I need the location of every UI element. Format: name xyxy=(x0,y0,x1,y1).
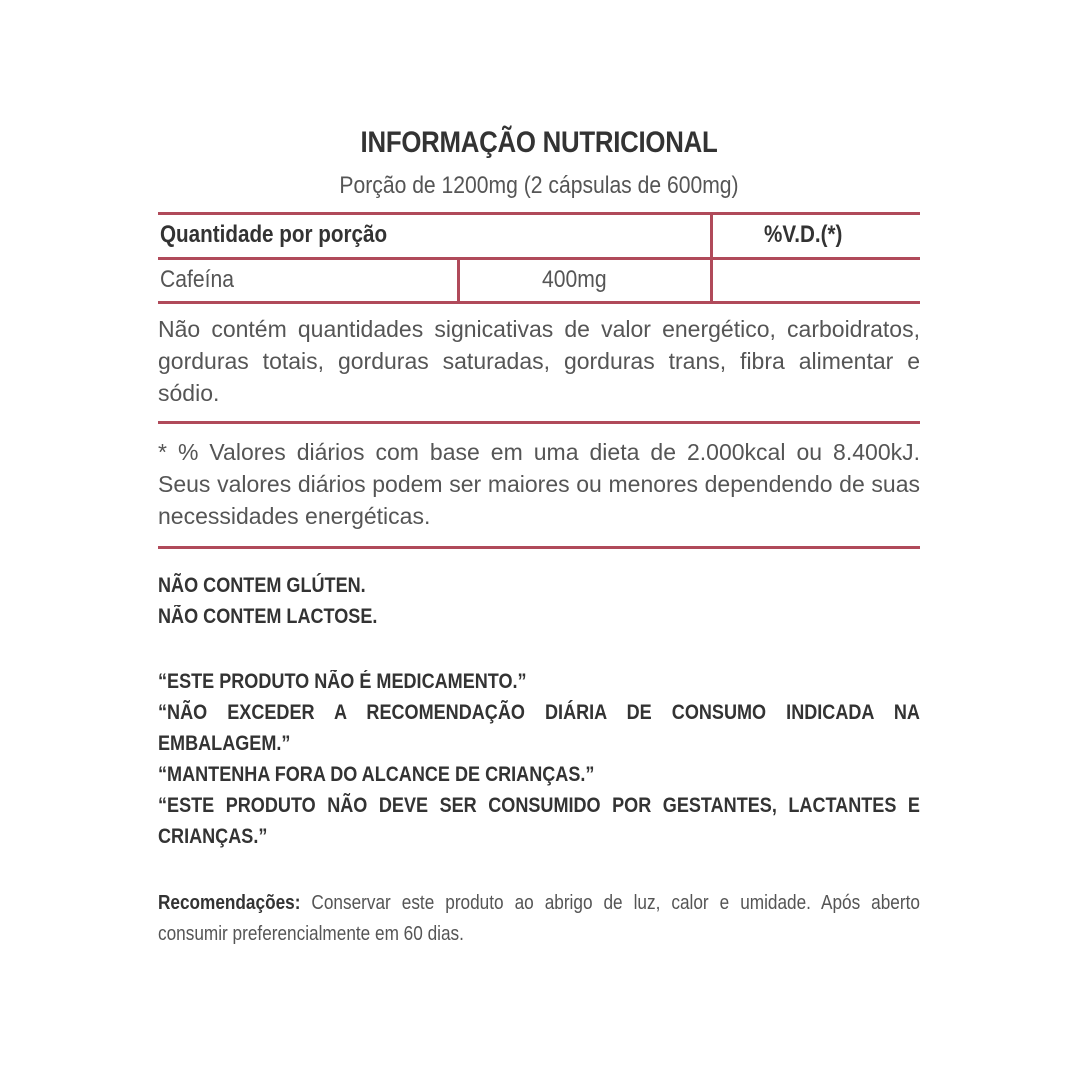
table-divider-amount xyxy=(457,257,460,304)
table-header-rule xyxy=(158,257,920,260)
table-divider-dv xyxy=(710,212,713,304)
warning-line: “MANTENHA FORA DO ALCANCE DE CRIANÇAS.” xyxy=(158,763,595,786)
nutrient-amount: 400mg xyxy=(542,266,607,293)
warning-line: “ESTE PRODUTO NÃO É MEDICAMENTO.” xyxy=(158,670,527,693)
recommendations-text: Conservar este produto ao abrigo de luz, calor e umidade. Após aberto consumir preferencialmente em 60 dias. xyxy=(158,892,920,945)
warnings-block xyxy=(158,666,920,852)
label-title: INFORMAÇÃO NUTRICIONAL xyxy=(360,126,718,159)
gluten-statement: NÃO CONTEM GLÚTEN. xyxy=(158,574,366,597)
footnote-bottom-rule xyxy=(158,546,920,549)
warning-line: “ESTE PRODUTO NÃO DEVE SER CONSUMIDO POR GESTANTES, LACTANTES E CRIANÇAS.” xyxy=(158,794,920,848)
warning-line: “NÃO EXCEDER A RECOMENDAÇÃO DIÁRIA DE CONSUMO INDICADA NA EMBALAGEM.” xyxy=(158,701,920,755)
serving-size: Porção de 1200mg (2 cápsulas de 600mg) xyxy=(339,172,739,199)
recommendations xyxy=(158,888,920,950)
table-top-rule xyxy=(158,212,920,215)
daily-value-footnote: * % Valores diários com base em uma dieta de 2.000kcal ou 8.400kJ. Seus valores diários podem ser maiores ou menores dependendo de suas necessidades energéticas. xyxy=(158,439,920,529)
header-daily-value: %V.D.(*) xyxy=(764,221,843,248)
recommendations-label: Recomendações: xyxy=(158,892,301,914)
nutrient-name: Cafeína xyxy=(160,266,234,293)
footnote-top-rule xyxy=(158,421,920,424)
table-bottom-rule xyxy=(158,301,920,304)
lactose-statement: NÃO CONTEM LACTOSE. xyxy=(158,605,378,628)
not-contains-statement: Não contém quantidades signicativas de valor energético, carboidratos, gorduras totais, gorduras saturadas, gorduras trans, fibra alimentar e sódio. xyxy=(158,316,920,406)
header-quantity: Quantidade por porção xyxy=(160,221,388,248)
